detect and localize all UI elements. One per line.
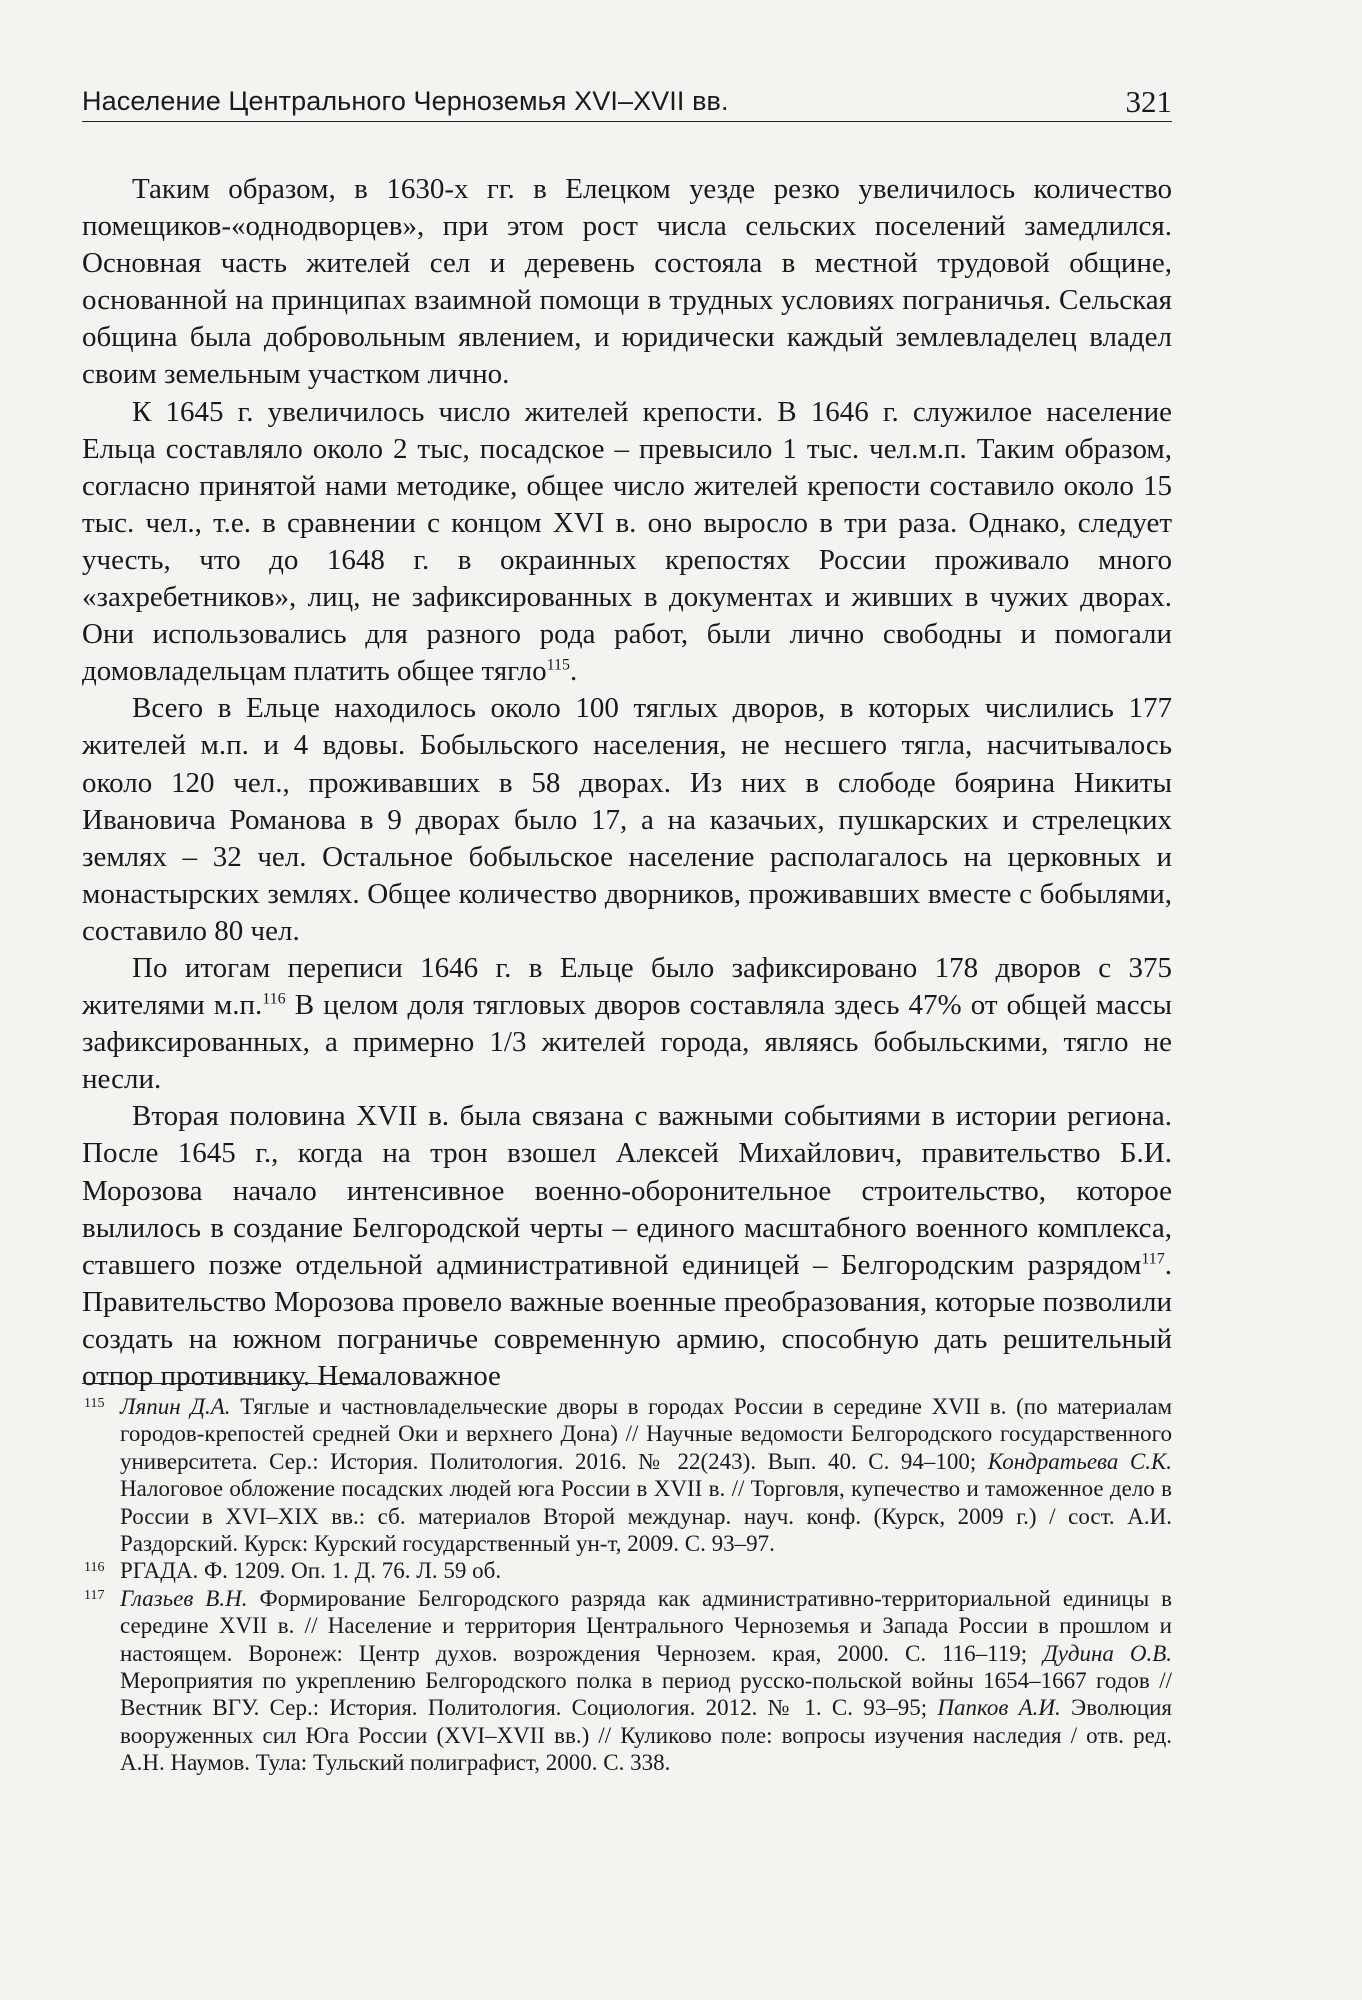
- paragraph-5-start: Вторая половина XVII в. была связана с важными событиями в истории региона. После 1645 г., когда на трон взошел Алексей Михайлович, правительство Б.И. Морозова начало интенсивное военно-оборонительное строительство, которое вылилось в создание Белгородской черты – единого масштабного военного комплекса, ставшего позже отдельной административной единицей – Белгородским разрядом: [82, 1100, 1172, 1281]
- footnote-text: [120, 1585, 1172, 1777]
- footnotes: [82, 1393, 1172, 1777]
- footnote-ref-115: 115: [546, 656, 570, 674]
- footnote-citation: Тяглые и частновладельческие дворы в городах России в середине XVII в. (по материалам городов-крепостей средней Оки и верхнего Дона) // Научные ведомости Белгородского государственного университета. Сер.: История. Политология. 2016. № 22(243). Вып. 40. С. 94–100;: [120, 1394, 1172, 1474]
- paragraph-4-start: По итогам переписи 1646 г. в Ельце было зафиксировано 178 дворов с 375 жителями м.п.: [82, 951, 1172, 1022]
- footnote-116: [82, 1557, 1172, 1584]
- footnote-text: [120, 1393, 1172, 1557]
- paragraph-1-text: Таким образом, в 1630-х гг. в Елецком уезде резко увеличилось количество помещиков-«однодворцев», при этом рост числа сельских поселений замедлился. Основная часть жителей сел и деревень состояла в местной трудовой общине, основанной на принципах взаимной помощи в трудных условиях пограничья. Сельская община была добровольным явлением, и юридически каждый землевладелец владел своим земельным участком лично.: [82, 173, 1172, 391]
- paragraph-3-text: Всего в Ельце находилось около 100 тяглых дворов, в которых числились 177 жителей м.п. и 4 вдовы. Бобыльского населения, не несшего тягла, насчитывалось около 120 чел., проживавших в 58 дворах. Из них в слободе боярина Никиты Ивановича Романова в 9 дворах было 17, а на казачьих, пушкарских и стрелецких землях – 32 чел. Остальное бобыльское население располагалось на церковных и монастырских землях. Общее количество дворников, проживавших вместе с бобылями, составило 80 чел.: [82, 692, 1172, 947]
- footnote-citation: Эволюция вооруженных сил Юга России (XVI–XVII вв.) // Куликово поле: вопросы изучения наследия / отв. ред. А.Н. Наумов. Тула: Тульский полиграфист, 2000. С. 338.: [120, 1695, 1172, 1776]
- paragraph-1: [82, 171, 1172, 394]
- footnote-number: 115: [84, 1396, 105, 1411]
- footnote-117: [82, 1585, 1172, 1777]
- footnote-author: Папков А.И.: [937, 1695, 1061, 1721]
- footnote-author: Дудина О.В.: [1043, 1640, 1172, 1666]
- paragraph-4: [82, 950, 1172, 1098]
- footnote-divider: [82, 1383, 370, 1384]
- paragraph-5: [82, 1098, 1172, 1395]
- footnote-citation: Налоговое обложение посадских людей юга России в XVII в. // Торговля, купечество и таможенное дело в России в XVI–XIX вв.: сб. материалов Второй междунар. науч. конф. (Курск, 2009 г.) / сост. А.И. Раздорский. Курск: Курский государственный ун-т, 2009. С. 93–97.: [120, 1476, 1172, 1557]
- paragraph-2-text: К 1645 г. увеличилось число жителей крепости. В 1646 г. служилое население Ельца составляло около 2 тыс, посадское – превысило 1 тыс. чел.м.п. Таким образом, согласно принятой нами методике, общее число жителей крепости составило около 15 тыс. чел., т.е. в сравнении с концом XVI в. оно выросло в три раза. Однако, следует учесть, что до 1648 г. в окраинных крепостях России проживало много «захребетников», лиц, не зафиксированных в документах и живших в чужих дворах. Они использовались для разного рода работ, были лично свободны и помогали домовладельцам платить общее тягло: [82, 395, 1172, 688]
- paragraph-4-rest: В целом доля тягловых дворов составляла здесь 47% от общей массы зафиксированных, а примерно 1/3 жителей города, являясь бобыльскими, тягло не несли.: [82, 989, 1173, 1096]
- footnote-author: Глазьев В.Н.: [120, 1585, 248, 1611]
- footnote-115: [82, 1393, 1172, 1557]
- page-number: 321: [1125, 84, 1172, 119]
- footnote-author: Ляпин Д.А.: [120, 1394, 231, 1419]
- paragraph-3: [82, 690, 1172, 950]
- footnote-text: [120, 1557, 1172, 1584]
- paragraph-5-rest: . Правительство Морозова провело важные военные преобразования, которые позволили создать на южном пограничье современную армию, способную дать решительный отпор противнику. Немаловажное: [82, 1248, 1172, 1392]
- paragraph-2-end: .: [570, 655, 578, 688]
- footnote-author: Кондратьева С.К.: [987, 1448, 1172, 1474]
- footnote-number: 117: [84, 1587, 105, 1603]
- footnote-ref-116: 116: [262, 990, 286, 1008]
- page-header: [82, 86, 1172, 122]
- running-title: Население Центрального Черноземья XVI–XVII вв.: [82, 86, 729, 116]
- footnote-citation: Формирование Белгородского разряда как административно-территориальной единицы в середине XVII в. // Население и территория Центрального Черноземья и Запада России в прошлом и настоящем. Воронеж: Центр духов. возрождения Чернозем. края, 2000. С. 116–119;: [120, 1585, 1172, 1666]
- footnote-ref-117: 117: [1141, 1250, 1165, 1268]
- paragraph-2: [82, 394, 1172, 691]
- main-text: [82, 171, 1172, 1395]
- footnote-citation: РГАДА. Ф. 1209. Оп. 1. Д. 76. Л. 59 об.: [120, 1558, 502, 1584]
- footnote-number: 116: [84, 1560, 105, 1576]
- footnote-citation: Мероприятия по укреплению Белгородского полка в период русско-польской войны 1654–1667 годов // Вестник ВГУ. Сер.: История. Политология. Социология. 2012. № 1. С. 93–95;: [120, 1668, 1172, 1721]
